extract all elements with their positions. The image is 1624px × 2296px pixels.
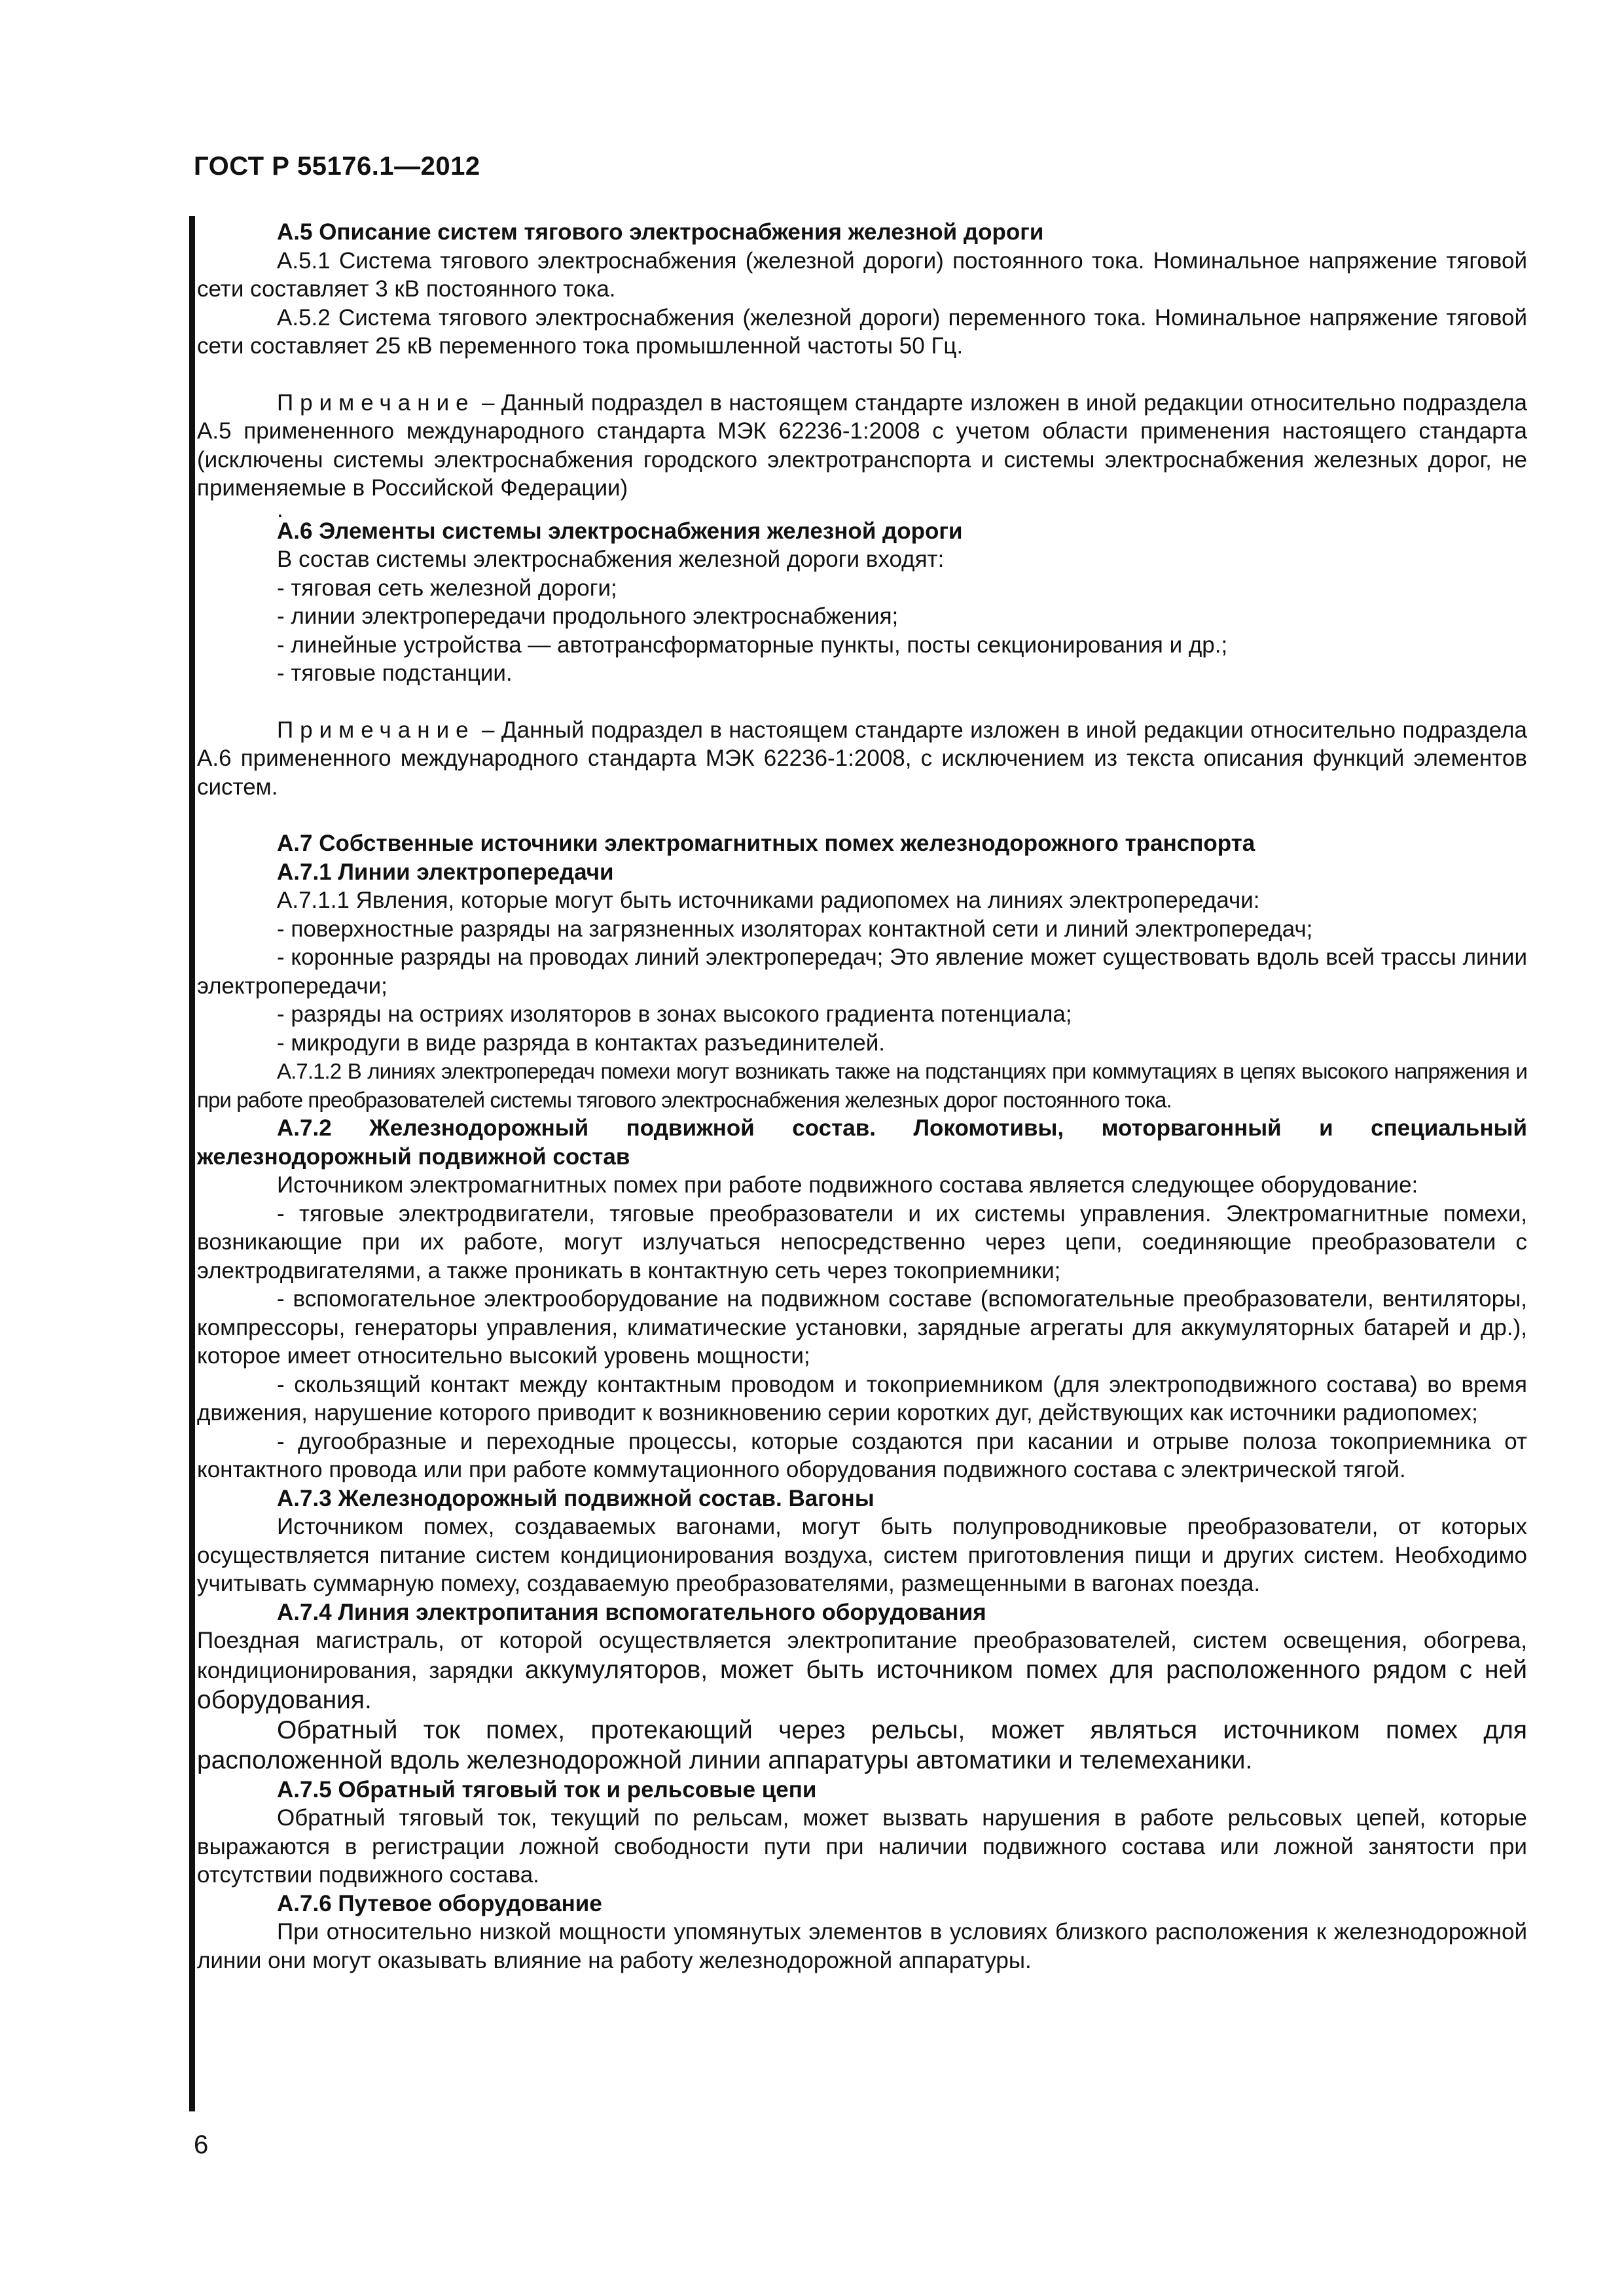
note-label: Примечание [277, 717, 475, 743]
note-a6 [197, 716, 1527, 802]
document-code: ГОСТ Р 55176.1—2012 [194, 152, 480, 181]
subsection-a7-2-heading: А.7.2 Железнодорожный подвижной состав. Локомотивы, моторвагонный и специальный железнодорожный подвижной состав [197, 1115, 1527, 1170]
spacer [197, 801, 1527, 829]
subsection-a7-3-heading: А.7.3 Железнодорожный подвижной состав. Вагоны [277, 1485, 875, 1511]
paragraph-a7-4-start: Поездная магистраль, от которой осуществляется электропитание преобразователей, систем освещения, обогрева, кондиционирования, зарядки [197, 1628, 1527, 1683]
list-item: - вспомогательное электрооборудование на подвижном составе (вспомогательные преобразователи, вентиляторы, компрессоры, генераторы управления, климатические установки, зарядные агрегаты для аккумуляторных батарей и др.), которое имеет относительно высокий уровень мощности; [197, 1286, 1527, 1369]
paragraph-a7-1-1: А.7.1.1 Явления, которые могут быть источниками радиопомех на линиях электропередачи: [277, 888, 1260, 913]
paragraph-a5-1: А.5.1 Система тягового электроснабжения (железной дороги) постоянного тока. Номинальное напряжение тяговой сети составляет 3 кВ постоянного тока. [197, 247, 1527, 302]
note-a5 [197, 389, 1527, 503]
paragraph-a6-intro: В состав системы электроснабжения железной дороги входят: [277, 547, 945, 572]
revision-bar [189, 216, 195, 2111]
page-number: 6 [194, 2130, 209, 2159]
note-text: – Данный подраздел в настоящем стандарте изложен в иной редакции относительно подраздела А.5 примененного международного стандарта МЭК 62236-1:2008 с учетом области применения настоящего стандарта (исключены системы электроснабжения городского электротранспорта и системы электроснабжения железных дорог, не применяемые в Российской Федерации) [197, 389, 1527, 501]
paragraph-a5-2: А.5.2 Система тягового электроснабжения (железной дороги) переменного тока. Номинальное напряжение тяговой сети составляет 25 кВ переменного тока промышленной частоты 50 Гц. [197, 304, 1527, 359]
list-item: - тяговые подстанции. [277, 660, 513, 686]
subsection-a7-5-heading: А.7.5 Обратный тяговый ток и рельсовые цепи [277, 1776, 817, 1803]
paragraph-a7-4-return-current: Обратный ток помех, протекающий через рельсы, может являться источником помех для расположенной вдоль железнодорожной линии аппаратуры автоматики и телемеханики. [197, 1715, 1527, 1774]
paragraph-a7-6: При относительно низкой мощности упомянутых элементов в условиях близкого расположения к железнодорожной линии они могут оказывать влияние на работу железнодорожной аппаратуры. [197, 1919, 1527, 1973]
paragraph-a7-4 [197, 1626, 1527, 1715]
section-a5-heading: А.5 Описание систем тягового электроснабжения железной дороги [277, 219, 1044, 245]
subsection-a7-1-heading: А.7.1 Линии электропередачи [277, 859, 614, 885]
list-item: - линии электропередачи продольного электроснабжения; [277, 603, 899, 629]
subsection-a7-6-heading: А.7.6 Путевое оборудование [277, 1890, 602, 1916]
spacer [197, 361, 1527, 389]
subsection-a7-4-heading: А.7.4 Линия электропитания вспомогательного оборудования [277, 1599, 986, 1625]
section-a7-heading: А.7 Собственные источники электромагнитных помех железнодорожного транспорта [277, 831, 1255, 856]
note-text: – Данный подраздел в настоящем стандарте изложен в иной редакции относительно подраздела А.6 примененного международного стандарта МЭК 62236-1:2008, с исключением из текста описания функций элементов систем. [197, 717, 1527, 800]
list-item: - дугообразные и переходные процессы, которые создаются при касании и отрыве полоза токоприемника от контактного провода или при работе коммутационного оборудования подвижного состава с электрической тягой. [197, 1428, 1527, 1482]
paragraph-a7-4-end: аккумуляторов, может быть источником помех для расположенного рядом с ней оборудования. [197, 1655, 1528, 1714]
list-item: - линейные устройства — автотрансформаторные пункты, посты секционирования и др.; [277, 632, 1228, 658]
paragraph-a7-3: Источником помех, создаваемых вагонами, могут быть полупроводниковые преобразователи, от которых осуществляется питание систем кондиционирования воздуха, систем приготовления пищи и других систем. Необходимо учитывать суммарную помеху, создаваемую преобразователями, размещенными в вагонах поезда. [197, 1514, 1527, 1596]
page-body [197, 218, 1527, 1975]
list-item: - тяговая сеть железной дороги; [277, 575, 617, 601]
list-item: - коронные разряды на проводах линий электропередач; Это явление может существовать вдоль всей трассы линии электропередачи; [197, 944, 1527, 999]
list-item: - разряды на остриях изоляторов в зонах высокого градиента потенциала; [277, 1001, 1072, 1027]
list-item: - поверхностные разряды на загрязненных изоляторах контактной сети и линий электропередач; [277, 916, 1313, 942]
note-label: Примечание [277, 389, 475, 416]
list-item: - скользящий контакт между контактным проводом и токоприемником (для электроподвижного состава) во время движения, нарушение которого приводит к возникновению серии коротких дуг, действующих как источники радиопомех; [197, 1371, 1527, 1426]
paragraph-a7-5: Обратный тяговый ток, текущий по рельсам, может вызвать нарушения в работе рельсовых цепей, которые выражаются в регистрации ложной свободности пути при наличии подвижного состава или ложной занятости при отсутствии подвижного состава. [197, 1805, 1527, 1888]
paragraph-a7-1-2: А.7.1.2 В линиях электропередач помехи могут возникать также на подстанциях при коммутациях в цепях высокого напряжения и при работе преобразователей системы тягового электроснабжения железных дорог постоянного тока. [197, 1059, 1527, 1112]
list-item: - тяговые электродвигатели, тяговые преобразователи и их системы управления. Электромагнитные помехи, возникающие при их работе, могут излучаться непосредственно через цепи, соединяющие преобразователи с электродвигателями, а также проникать в контактную сеть через токоприемники; [197, 1200, 1527, 1283]
section-a6-heading: А.6 Элементы системы электроснабжения железной дороги [277, 518, 963, 544]
list-item: - микродуги в виде разряда в контактах разъединителей. [277, 1030, 886, 1056]
stray-dot: . [277, 496, 283, 522]
spacer [197, 688, 1527, 716]
paragraph-a7-2: Источником электромагнитных помех при работе подвижного состава является следующее оборудование: [277, 1172, 1418, 1198]
